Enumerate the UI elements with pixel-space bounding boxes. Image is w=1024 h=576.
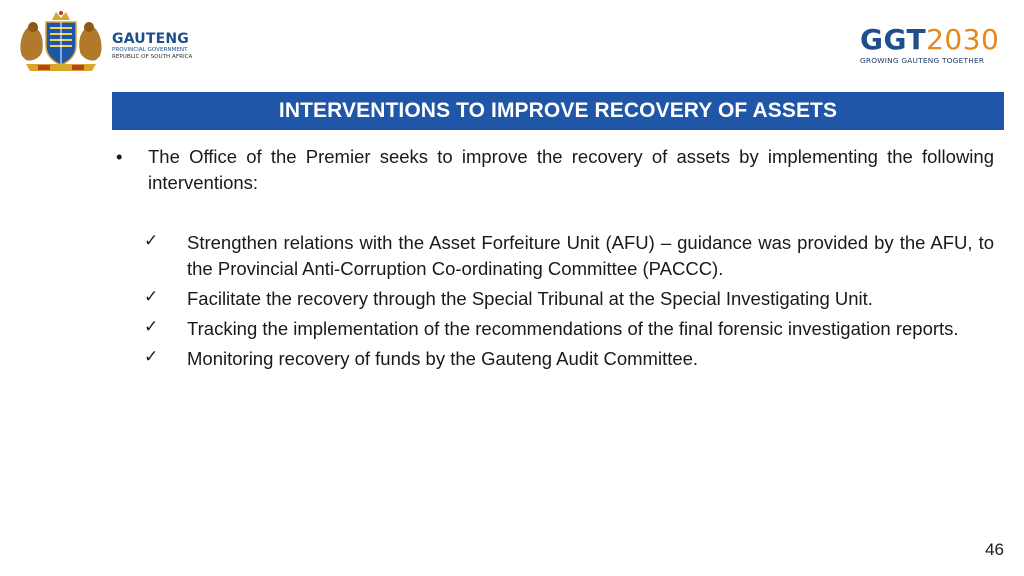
checkmark-icon: ✓ — [144, 347, 159, 367]
slide-body — [112, 144, 994, 376]
gauteng-subtitle: PROVINCIAL GOVERNMENT — [112, 47, 188, 53]
title-bar — [112, 92, 1004, 130]
intervention-text: Monitoring recovery of funds by the Gauteng Audit Committee. — [187, 348, 699, 369]
gauteng-logo — [16, 8, 206, 74]
intervention-item — [112, 316, 994, 342]
gauteng-wordmark — [112, 32, 192, 60]
checkmark-icon: ✓ — [144, 231, 159, 251]
intervention-text: Tracking the implementation of the recommendations of the final forensic investigation reports. — [187, 318, 959, 339]
gauteng-country: REPUBLIC OF SOUTH AFRICA — [112, 53, 193, 60]
ggt2030-logo — [860, 23, 1000, 65]
intervention-text: Facilitate the recovery through the Special Tribunal at the Special Investigating Unit. — [187, 288, 873, 309]
intro-text: The Office of the Premier seeks to improve the recovery of assets by implementing the following interventions: — [148, 146, 994, 193]
ggt2030-mark — [860, 23, 1000, 56]
checkmark-icon: ✓ — [144, 287, 159, 307]
coat-of-arms-icon — [16, 8, 106, 74]
intro-bullet — [112, 144, 994, 196]
checkmark-icon: ✓ — [144, 317, 159, 337]
interventions-list — [112, 230, 994, 372]
bullet-icon: • — [116, 146, 123, 167]
ggt-tagline: GROWING GAUTENG TOGETHER — [860, 56, 985, 65]
intervention-item — [112, 230, 994, 282]
intervention-item — [112, 346, 994, 372]
intervention-text: Strengthen relations with the Asset Forfeiture Unit (AFU) – guidance was provided by the AFU, to the Provincial Anti-Corruption Co-ordinating Committee (PACCC). — [187, 232, 994, 279]
page-number: 46 — [985, 540, 1004, 559]
ggt-mark-prefix: GGT — [860, 23, 927, 56]
gauteng-name: GAUTENG — [112, 31, 189, 47]
page-title: INTERVENTIONS TO IMPROVE RECOVERY OF ASSETS — [278, 99, 838, 122]
intervention-item — [112, 286, 994, 312]
ggt-mark-year: 2030 — [926, 23, 1000, 56]
